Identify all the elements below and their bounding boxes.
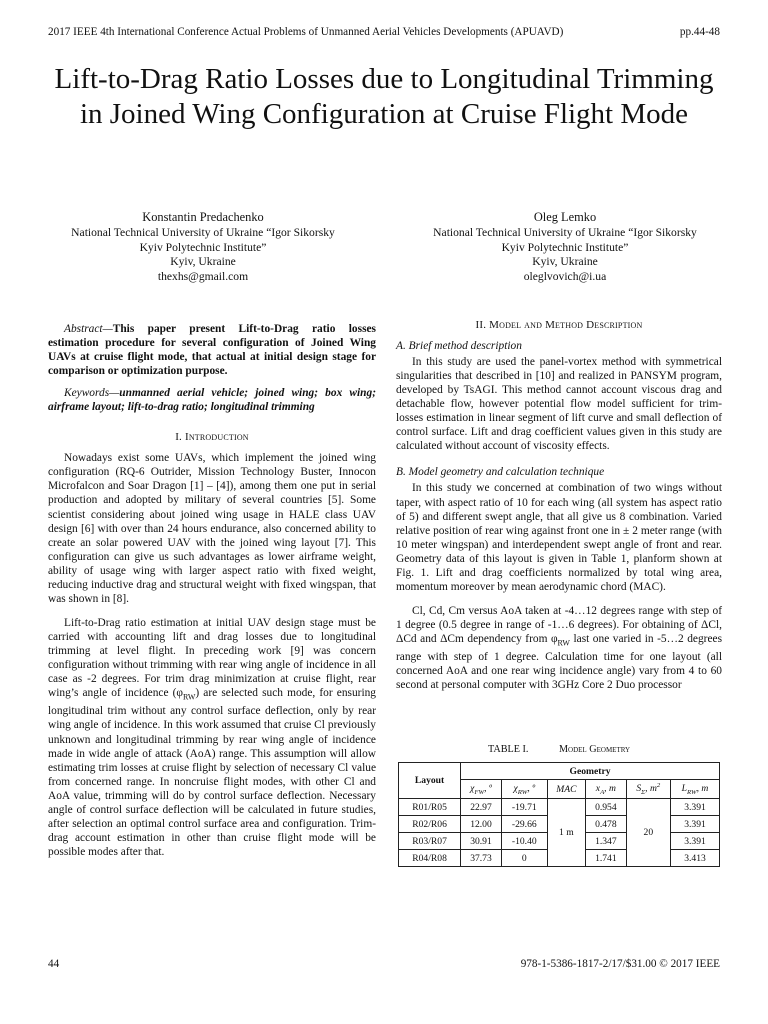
table-cell-fw: 22.97 [461, 799, 502, 816]
table-cell-fw: 37.73 [461, 850, 502, 867]
table-cell-xa: 1.741 [586, 850, 627, 867]
table-row [399, 799, 720, 816]
table-header-xa: $x_A$, m [586, 780, 627, 799]
table-number: TABLE I. [487, 744, 529, 755]
abstract-text: This paper present Lift-to-Drag ratio losses estimation procedure for several configuration of Joined Wing UAVs at cruise flight mode, that actual at initial design stage for comparison or optimization purpose. [48, 323, 376, 378]
table-header-mac: MAC [547, 780, 585, 799]
table-cell-lrw: 3.391 [671, 816, 720, 833]
geometry-p2-part-b: last one varied in -5…2 degrees range with step of 1 degree. Calculation time for one layout (all concerned AoA and one rear wing incidence angle) vary from 4 to 60 second at personal computer with 3GHz Core 2 Duo processor [396, 632, 722, 692]
table-cell-xa: 0.478 [586, 816, 627, 833]
table-cell-layout: R01/R05 [399, 799, 461, 816]
model-geometry-table [398, 762, 720, 867]
left-column [48, 322, 376, 859]
page-range: pp.44-48 [679, 26, 720, 38]
table-header-area: $S_\Sigma$, $m^2$ [626, 780, 670, 799]
table-caption [396, 744, 722, 755]
conference-name: 2017 IEEE 4th International Conference Actual Problems of Unmanned Aerial Vehicles Developments (APUAVD) [48, 26, 564, 38]
geometry-paragraph-1: In this study we concerned at combination of two wings without taper, with aspect ratio of 10 for each wing (all system has aspect ratio of 5) and different swept angle, that all give us 8 combination. Varied relative position of rear wing against front one in ± 2 meter range (with 10 meter wingspan) and interdependent swept angle of front and rear. Geometry data of this layout is given in Table 1, planform shown at Fig. 1. Lift and drag coefficients normalized by total wing area, momentum moreover by mean aerodynamic chord (MAC). [396, 482, 722, 593]
table-cell-lrw: 3.391 [671, 799, 720, 816]
author-affiliation: National Technical University of Ukraine “Igor Sikorsky [71, 226, 335, 240]
intro-p2-part-b: ) are selected such mode, for ensuring longitudinal trim without any control surface deflection, only by rear wing angle of incidence. In this work assumed that cruise Cl previously unknown and longitudinal trimming by rear wing angle of incidence made in wide angle of attack (AoA) range. This assumption will allow estimating trim losses at cruise flight by selection of necessary Cl value from concerned range. In noncruise flight modes, with other Cl and AoA value, trimming will do by control surface deflection. Necessary angle of control surface deflection will be calculated in future studies, after selection an optimal control surface area and configuration. Trim-drag account estimation in other than cruise flight mode will be possible modes after that. [48, 687, 376, 858]
table-cell-rw: -19.71 [501, 799, 547, 816]
table-cell-layout: R04/R08 [399, 850, 461, 867]
table-cell-rw: -29.66 [501, 816, 547, 833]
author-block-2 [400, 210, 730, 284]
author-name: Konstantin Predachenko [142, 210, 264, 224]
table-cell-lrw: 3.391 [671, 833, 720, 850]
keywords-text: unmanned aerial vehicle; joined wing; box wing; airframe layout; lift-to-drag ratio; longitudinal trimming [48, 387, 376, 414]
keywords-lead: Keywords— [64, 387, 120, 400]
table-header-lrw: $L_{RW}$, m [671, 780, 720, 799]
table-cell-rw: -10.40 [501, 833, 547, 850]
table-cell-fw: 30.91 [461, 833, 502, 850]
intro-paragraph-1: Nowadays exist some UAVs, which implement the joined wing configuration (RQ-6 Outrider, Mission Technology Buster, Innocon Microfalcon and Soar Dragon [1] – [4]), among them one put in serial production and adopted by military of several countries [5]. Some scientist considering about joined wing usage in HALE class UAV design [6] with over than 24 hours endurance, also concerned ability to create an solar powered UAV with the joined wing layout [7]. This configuration can give us such advantages as lower airframe weight, ability of usage wing with larger aspect ratio with fixed weight, reducing inductive drag and structural weight with fixed wingspan, that was shown in [8]. [48, 452, 376, 605]
table-cell-area: 20 [626, 799, 670, 867]
author-affiliation: Kyiv Polytechnic Institute” [139, 240, 267, 254]
author-block-1 [38, 210, 368, 284]
intro-paragraph-2 [48, 616, 376, 859]
table-header-layout: Layout [399, 763, 461, 799]
table-name: Model Geometry [558, 744, 631, 755]
abstract [48, 322, 376, 378]
page-number: 44 [48, 958, 60, 970]
subsection-heading-b: B. Model geometry and calculation technique [396, 466, 605, 479]
geometry-p2-sub: RW [557, 638, 570, 648]
subsection-heading-a: A. Brief method description [396, 340, 522, 353]
section-heading-introduction: I. Introduction [175, 431, 249, 444]
author-name: Oleg Lemko [533, 210, 597, 224]
table-header-rw-sweep: $\chi_{RW}$, º [501, 780, 547, 799]
author-email: thexhs@gmail.com [157, 269, 249, 283]
abstract-lead: Abstract— [64, 323, 113, 335]
table-header-row [399, 763, 720, 780]
table-cell-lrw: 3.413 [671, 850, 720, 867]
table-cell-xa: 0.954 [586, 799, 627, 816]
intro-p2-part-a: Lift-to-Drag ratio estimation at initial UAV design stage must be carried with accounting lift and drag losses due to longitudinal trimming at level flight. In preceding work [9] was concern configuration without trimming with rear wing angle of incidence in all case as -2 degrees. For trim drag minimization at cruise flight, rear wing’s angle of incidence (φ [48, 616, 376, 700]
author-email: oleglvovich@i.ua [523, 269, 607, 283]
section-heading-model: II. Model and Method Description [475, 319, 643, 331]
copyright-isbn: 978-1-5386-1817-2/17/$31.00 © 2017 IEEE [520, 958, 720, 970]
geometry-paragraph-2 [396, 604, 722, 693]
table-header-fw-sweep: $\chi_{FW}$, º [461, 780, 502, 799]
table-cell-xa: 1.347 [586, 833, 627, 850]
keywords [48, 386, 376, 414]
intro-p2-sub: RW [183, 692, 196, 702]
table-cell-mac: 1 m [547, 799, 585, 867]
paper-title: Lift-to-Drag Ratio Losses due to Longitudinal Trimming in Joined Wing Configuration at Cruise Flight Mode [54, 63, 714, 130]
table-cell-rw: 0 [501, 850, 547, 867]
author-affiliation: National Technical University of Ukraine “Igor Sikorsky [433, 226, 697, 240]
table-cell-fw: 12.00 [461, 816, 502, 833]
table-cell-layout: R02/R06 [399, 816, 461, 833]
table-cell-layout: R03/R07 [399, 833, 461, 850]
author-location: Kyiv, Ukraine [532, 255, 598, 269]
author-affiliation: Kyiv Polytechnic Institute” [501, 240, 629, 254]
method-paragraph-1: In this study are used the panel-vortex method with symmetrical singularities that described in [10] and realized in PANSYM program, developed by TsAGI. This method cannot account viscous drag and detachable flow, however potential flow model sufficient for trim-losses estimation in linear segment of lift curve and small deflection of control surface. Lift and drag coefficient values given in this study are calculated without account of viscosity effects. [396, 356, 722, 453]
author-location: Kyiv, Ukraine [170, 255, 236, 269]
geometry-p2-part-a: Cl, Cd, Cm versus AoA taken at -4…12 degrees range with step of 1 degree (0.5 degree in range of -1…6 degrees). For obtaining of ΔCl, ΔCd and ΔCm dependency from φ [396, 604, 722, 645]
table-header-geometry: Geometry [461, 763, 720, 780]
right-column [396, 318, 722, 692]
